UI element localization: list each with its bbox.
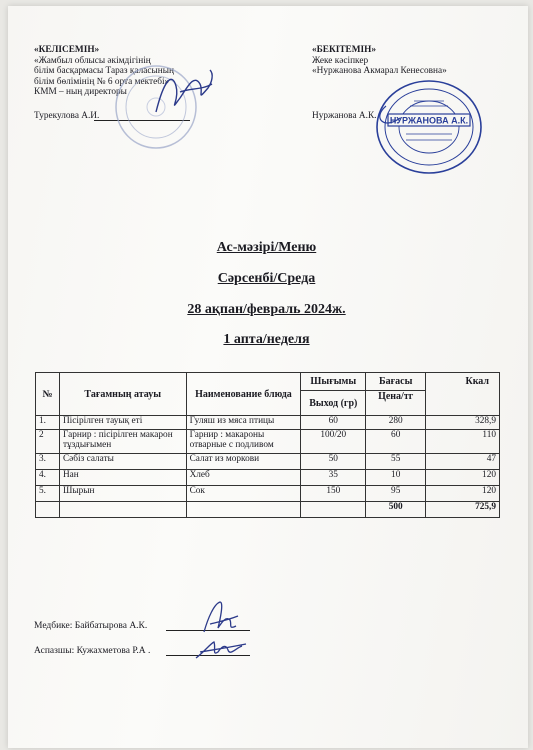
row-number: 5. — [36, 486, 60, 502]
week-title: 1 апта/неделя — [223, 332, 310, 347]
row-name-ru: Салат из моркови — [186, 454, 301, 470]
row-name-ru: Хлеб — [186, 470, 301, 486]
row-output: 35 — [301, 470, 366, 486]
row-price: 55 — [366, 454, 426, 470]
entrepreneur-stamp — [374, 78, 484, 176]
approval-line: білім басқармасы Тараз қаласының — [34, 66, 174, 77]
row-number: 1. — [36, 416, 60, 430]
row-name-kz: Шырын — [59, 486, 186, 502]
row-output: 150 — [301, 486, 366, 502]
row-name-ru: Сок — [186, 486, 301, 502]
row-number: 4. — [36, 470, 60, 486]
header-price-kz: Бағасы — [366, 373, 426, 391]
header-output-kz: Шығымы — [301, 373, 366, 391]
cook-signer: Аспазшы: Кужахметова Р.А . — [34, 646, 151, 656]
right-signer-name: Нуржанова А.К. — [312, 111, 377, 121]
menu-table — [35, 372, 500, 518]
approval-line: «Жамбыл облысы әкімдігінің — [34, 55, 151, 66]
row-kcal: 47 — [426, 454, 500, 470]
director-signature — [150, 62, 220, 124]
row-name-ru: Гарнир : макароны отварные с подливом — [186, 430, 301, 454]
header-output-ru: Выход (гр) — [301, 391, 366, 416]
row-price: 280 — [366, 416, 426, 430]
left-signer-name: Турекулова А.И. — [34, 111, 100, 121]
header-name-ru: Наименование блюда — [186, 373, 301, 416]
menu-title: Ас-мәзірі/Меню — [216, 240, 317, 255]
approval-heading: «БЕКІТЕМІН» — [312, 45, 377, 55]
row-number: 3. — [36, 454, 60, 470]
date-title: 28 ақпан/февраль 2024ж. — [187, 302, 346, 317]
row-kcal: 110 — [426, 430, 500, 454]
totals-row — [36, 502, 500, 518]
nurse-signature — [196, 598, 246, 638]
day-title: Сәрсенбі/Среда — [217, 271, 316, 286]
row-price: 60 — [366, 430, 426, 454]
header-price-ru: Цена/тг — [366, 391, 426, 416]
table-row — [36, 486, 500, 502]
table-row — [36, 454, 500, 470]
approval-heading: «КЕЛІСЕМІН» — [34, 45, 100, 55]
row-name-kz: Гарнир : пісірілген макарон тұздығымен — [59, 430, 186, 454]
row-output: 60 — [301, 416, 366, 430]
cook-signature — [192, 634, 252, 664]
total-price: 500 — [366, 502, 426, 518]
row-output: 50 — [301, 454, 366, 470]
row-kcal: 328,9 — [426, 416, 500, 430]
approval-line: білім бөлімінің № 6 орта мектебі» — [34, 76, 170, 87]
row-price: 10 — [366, 470, 426, 486]
approval-right-block — [312, 45, 512, 77]
row-name-ru: Гуляш из мяса птицы — [186, 416, 301, 430]
approval-line: «Нуржанова Акмарал Кенесовна» — [312, 66, 447, 77]
row-name-kz: Нан — [59, 470, 186, 486]
stamp-name: НУРЖАНОВА А.К. — [389, 115, 469, 126]
header-number: № — [36, 373, 60, 416]
table-row — [36, 470, 500, 486]
approval-line: Жеке кәсіпкер — [312, 55, 369, 66]
row-kcal: 120 — [426, 470, 500, 486]
nurse-signer: Медбике: Байбатырова А.К. — [34, 621, 148, 631]
row-number: 2 — [36, 430, 60, 454]
table-row — [36, 430, 500, 454]
row-output: 100/20 — [301, 430, 366, 454]
row-name-kz: Пісірілген тауық еті — [59, 416, 186, 430]
header-name-kz: Тағамның атауы — [59, 373, 186, 416]
total-kcal: 725,9 — [426, 502, 500, 518]
table-row — [36, 416, 500, 430]
header-kcal: Ккал — [426, 373, 500, 416]
row-name-kz: Сәбіз салаты — [59, 454, 186, 470]
approval-line: КММ – ның директоры — [34, 87, 127, 98]
row-kcal: 120 — [426, 486, 500, 502]
row-price: 95 — [366, 486, 426, 502]
